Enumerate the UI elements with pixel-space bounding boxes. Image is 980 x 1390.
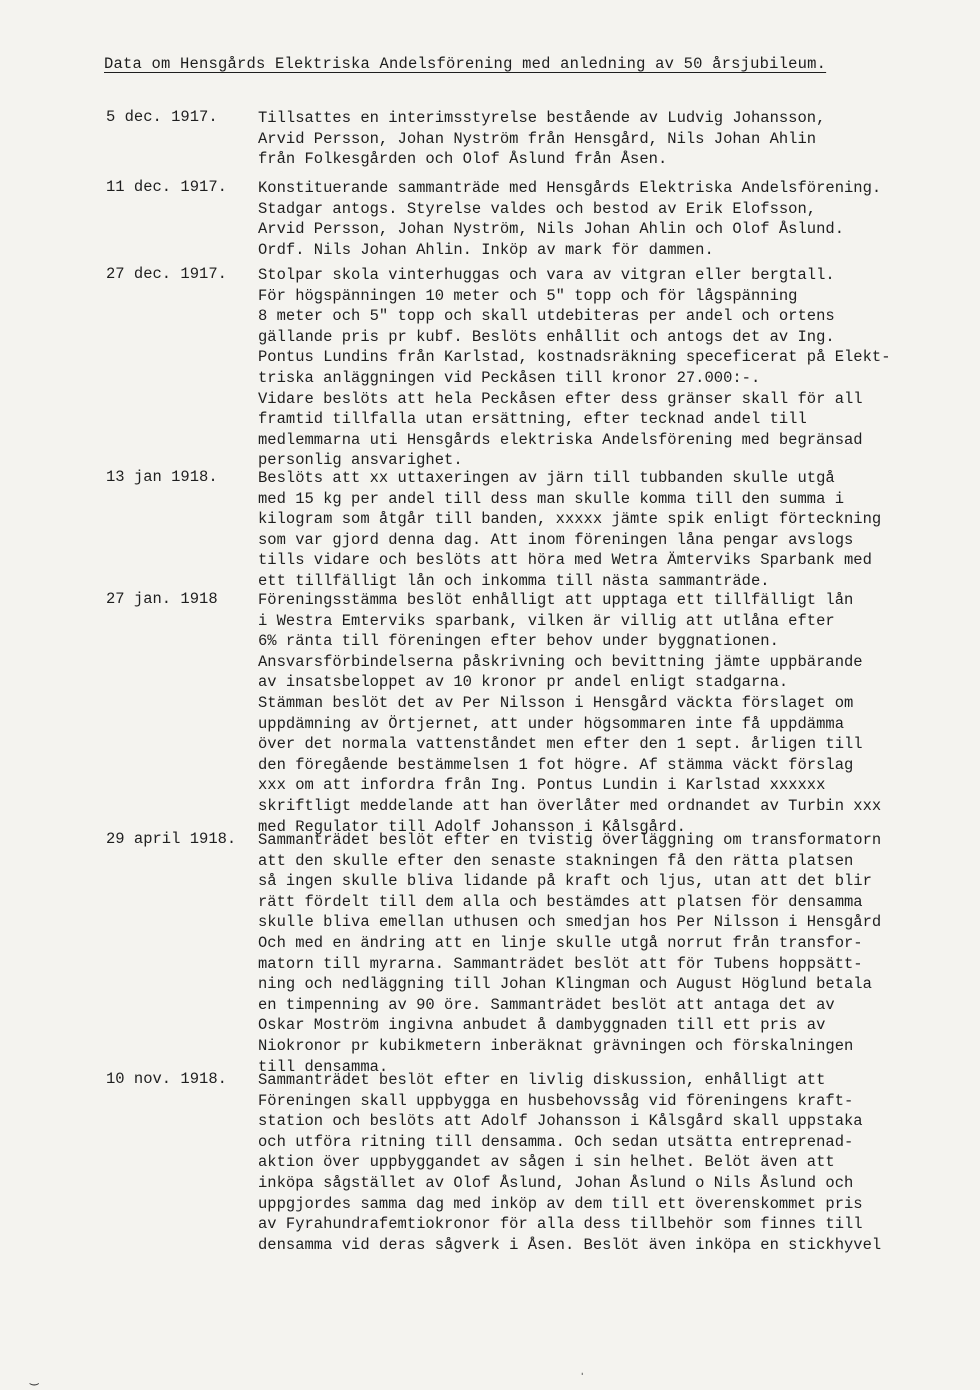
entry-text bbox=[258, 830, 980, 1077]
entry-line: i Westra Emterviks sparbank, vilken är villig att utlåna efter bbox=[258, 611, 835, 630]
entry-line: med 15 kg per andel till dess man skulle komma till den summa i bbox=[258, 489, 844, 508]
entry-line: Sammanträdet beslöt efter en tvistig överläggning om transformatorn bbox=[258, 831, 882, 849]
entry-text bbox=[258, 178, 980, 260]
entry-line: rätt fördelt till dem alla och bestämdes att platsen för densamma bbox=[258, 892, 863, 911]
entry-line: Beslöts att xx uttaxeringen av järn till tubbanden skulle utgå bbox=[258, 469, 835, 487]
entry-line: 6% ränta till föreningen efter behov under byggnationen. bbox=[258, 632, 779, 651]
entry-line: Pontus Lundins från Karlstad, kostnadsräkning speceficerat på Elekt- bbox=[258, 348, 891, 367]
entry-line: Tillsattes en interimsstyrelse bestående av Ludvig Johansson, bbox=[258, 109, 826, 127]
entry-line: Sammanträdet beslöt efter en livlig diskussion, enhålligt att bbox=[258, 1071, 826, 1089]
entry-date: 5 dec. 1917. bbox=[106, 108, 218, 126]
entry-line: skriftligt meddelande att han överlåter med ordnandet av Turbin xxx bbox=[258, 796, 882, 815]
entry-line: aktion över uppbyggandet av sågen i sin helhet. Belöt även att bbox=[258, 1153, 835, 1172]
entry-text bbox=[258, 265, 980, 471]
entry-line: att den skulle efter den senaste stakningen få den rätta platsen bbox=[258, 851, 854, 870]
entry-date: 27 jan. 1918 bbox=[106, 590, 218, 608]
entry-text bbox=[258, 590, 980, 837]
entry-line: Och med en ändring att en linje skulle utgå norrut från transfor- bbox=[258, 933, 863, 952]
entry-line: över det normala vattenståndet men efter den 1 sept. årligen till bbox=[258, 735, 863, 754]
scan-mark: ˈ bbox=[578, 1372, 587, 1388]
entry-line: Föreningsstämma beslöt enhålligt att upptaga ett tillfälligt lån bbox=[258, 591, 854, 609]
entry-line: Arvid Persson, Johan Nyström från Hensgård, Nils Johan Ahlin bbox=[258, 129, 817, 148]
entry-line: personlig ansvarighet. bbox=[258, 451, 463, 470]
entry-line: Oskar Moström ingivna anbudet å dambyggnaden till ett pris av bbox=[258, 1016, 826, 1035]
entry-line: med Regulator till Adolf Johansson i Kålsgård. bbox=[258, 817, 686, 836]
entry-line: ett tillfälligt lån och inkomma till nästa sammanträde. bbox=[258, 571, 770, 590]
entry-line: Ansvarsförbindelserna påskrivning och bevittning jämte uppbärande bbox=[258, 652, 863, 671]
entry-line: tills vidare och beslöts att höra med Wetra Ämterviks Sparbank med bbox=[258, 551, 872, 570]
entry-date: 27 dec. 1917. bbox=[106, 265, 227, 283]
entry-line: och utföra ritning till densamma. Och sedan utsätta entreprenad- bbox=[258, 1132, 854, 1151]
entry-text bbox=[258, 1070, 980, 1255]
entry-date: 13 jan 1918. bbox=[106, 468, 218, 486]
entry-line: Föreningen skall uppbygga en husbehovssåg vid föreningens kraft- bbox=[258, 1091, 854, 1110]
entry-line: gällande pris pr kubf. Beslöts enhållit och antogs det av Ing. bbox=[258, 327, 835, 346]
entry-line: matorn till myrarna. Sammanträdet beslöt att för Tubens hoppsätt- bbox=[258, 954, 863, 973]
entry-line: triska anläggningen vid Peckåsen till kronor 27.000:-. bbox=[258, 368, 761, 387]
entry-line: en timpenning av 90 öre. Sammanträdet beslöt att antaga det av bbox=[258, 995, 835, 1014]
entry-line: till densamma. bbox=[258, 1057, 389, 1076]
entry-line: station och beslöts att Adolf Johansson i Kålsgård skall uppstaka bbox=[258, 1112, 863, 1131]
entry-line: 8 meter och 5" topp och skall utdebiteras per andel och ortens bbox=[258, 307, 835, 326]
entry-line: från Folkesgården och Olof Åslund från Åsen. bbox=[258, 150, 668, 169]
entry-line: som var gjord denna dag. Att inom föreningen låna pengar avslogs bbox=[258, 530, 854, 549]
entry-date: 29 april 1918. bbox=[106, 830, 237, 848]
entry-line: framtid tillfalla utan ersättning, efter tecknad andel till bbox=[258, 410, 807, 429]
entry-line: uppgjordes samma dag med inköp av dem till ett överenskommet pris bbox=[258, 1194, 863, 1213]
entry-line: Arvid Persson, Johan Nyström, Nils Johan Ahlin och Olof Åslund. bbox=[258, 220, 844, 239]
entry-text bbox=[258, 468, 980, 592]
entry-line: den föregående bestämmelsen 1 fot högre. Af stämma väckt förslag bbox=[258, 755, 854, 774]
entry-line: Niokronor pr kubikmetern inberäknat grävningen och förskalningen bbox=[258, 1036, 854, 1055]
entry-line: medlemmarna uti Hensgårds elektriska Andelsförening med begränsad bbox=[258, 430, 863, 449]
entry-line: xxx om att infordra från Ing. Pontus Lundin i Karlstad xxxxxx bbox=[258, 776, 826, 795]
entry-line: Konstituerande sammanträde med Hensgårds Elektriska Andelsförening. bbox=[258, 179, 882, 197]
entry-line: av Fyrahundrafemtiokronor för alla dess tillbehör som finnes till bbox=[258, 1215, 863, 1234]
entry-date: 10 nov. 1918. bbox=[106, 1070, 227, 1088]
entry-line: Stolpar skola vinterhuggas och vara av vitgran eller bergtall. bbox=[258, 266, 835, 284]
entry-line: kilogram som åtgår till banden, xxxxx jämte spik enligt förteckning bbox=[258, 510, 882, 529]
entry-line: av insatsbeloppet av 10 kronor pr andel enligt stadgarna. bbox=[258, 673, 789, 692]
entry-line: Vidare beslöts att hela Peckåsen efter dess gränser skall för all bbox=[258, 389, 863, 408]
entry-line: För högspänningen 10 meter och 5" topp och för lågspänning bbox=[258, 286, 798, 305]
entry-line: skulle bliva emellan uthusen och smedjan hos Per Nilsson i Hensgård bbox=[258, 913, 882, 932]
entry-line: uppdämning av Örtjernet, att under högsommaren inte få uppdämma bbox=[258, 714, 844, 733]
entry-line: Ordf. Nils Johan Ahlin. Inköp av mark för dammen. bbox=[258, 240, 714, 259]
document-title: Data om Hensgårds Elektriska Andelsförening med anledning av 50 årsjubileum. bbox=[104, 55, 827, 73]
entry-line: densamma vid deras sågverk i Åsen. Beslöt även inköpa en stickhyvel bbox=[258, 1235, 882, 1254]
entry-line: inköpa sågstället av Olof Åslund, Johan Åslund o Nils Åslund och bbox=[258, 1173, 854, 1192]
entry-line: Stadgar antogs. Styrelse valdes och bestod av Erik Elofsson, bbox=[258, 199, 817, 218]
scan-mark: ‿ bbox=[30, 1371, 39, 1387]
entry-date: 11 dec. 1917. bbox=[106, 178, 227, 196]
entry-line: ning och nedläggning till Johan Klingman och August Höglund betala bbox=[258, 975, 872, 994]
entry-line: Stämman beslöt det av Per Nilsson i Hensgård väckta förslaget om bbox=[258, 693, 854, 712]
entry-line: så ingen skulle bliva lidande på kraft och ljus, utan att det blir bbox=[258, 872, 872, 891]
entry-text bbox=[258, 108, 980, 170]
